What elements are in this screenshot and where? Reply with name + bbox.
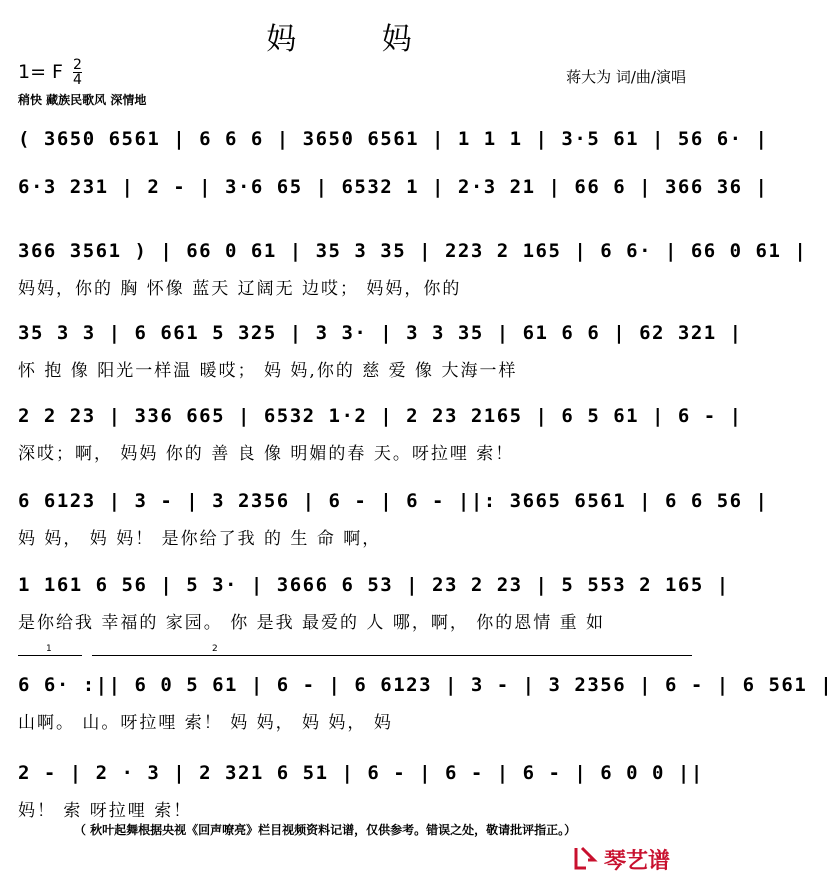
key-signature: [18, 58, 82, 87]
volta-second-number: 2: [212, 644, 218, 654]
lyric: 深哎；啊， 妈妈 你的 善 良 像 明媚的春 天。呀拉哩 索！: [18, 444, 515, 464]
site-logo[interactable]: [572, 842, 704, 874]
score-row-8: [18, 674, 833, 742]
volta-second: [92, 644, 692, 664]
notes: 35 3 3 | 6 661 5 325 | 3 3· | 3 3 35 | 61 6 6 | 62 321 |: [18, 322, 743, 344]
logo-text: 琴艺谱: [604, 849, 671, 874]
notes: ( 3650 6561 | 6 6 6 | 3650 6561 | 1 1 1 | 3·5 61 | 56 6· |: [18, 128, 769, 150]
notes: 6 6· :|| 6 0 5 61 | 6 - | 6 6123 | 3 - | 3 2356 | 6 - | 6 561 |: [18, 674, 833, 696]
score-row-2: [18, 176, 769, 244]
score-row-4: [18, 322, 743, 390]
score-row-3: [18, 240, 808, 308]
lyric: 是你给我 幸福的 家园。 你 是我 最爱的 人 哪，啊， 你的恩情 重 如: [18, 613, 606, 633]
lyric: 妈！ 索 呀拉哩 索！: [18, 801, 193, 821]
time-denominator: 4: [73, 72, 82, 88]
lyric: 山啊。 山。呀拉哩 索！ 妈 妈， 妈 妈， 妈: [18, 713, 393, 733]
page-title: 妈 妈: [266, 22, 450, 57]
notes: 2 2 23 | 336 665 | 6532 1·2 | 2 23 2165 | 6 5 61 | 6 - |: [18, 405, 743, 427]
lyric: 怀 抱 像 阳光一样温 暖哎； 妈 妈,你的 慈 爱 像 大海一样: [18, 361, 518, 381]
notes: 1 161 6 56 | 5 3· | 3666 6 53 | 23 2 23 | 5 553 2 165 |: [18, 574, 730, 596]
score-row-7: [18, 574, 730, 642]
volta-first: [18, 644, 82, 664]
lyric: 妈 妈， 妈 妈！ 是你给了我 的 生 命 啊，: [18, 529, 382, 549]
notes: 2 - | 2 · 3 | 2 321 6 51 | 6 - | 6 - | 6 - | 6 0 0 ||: [18, 762, 704, 784]
time-signature: [73, 58, 82, 87]
logo-mark-icon: [572, 844, 600, 872]
notes: 6·3 231 | 2 - | 3·6 65 | 6532 1 | 2·3 21 | 66 6 | 366 36 |: [18, 176, 769, 198]
notes: 6 6123 | 3 - | 3 2356 | 6 - | 6 - ||: 3665 6561 | 6 6 56 |: [18, 490, 769, 512]
score-row-5: [18, 405, 743, 473]
author-credit: 蒋大为 词/曲/演唱: [566, 68, 686, 86]
time-numerator: 2: [73, 57, 82, 73]
footer-note: （ 秋叶起舞根据央视《回声嘹亮》栏目视频资料记谱，仅供参考。错误之处，敬请批评指正。）: [74, 823, 577, 837]
score-row-6: [18, 490, 769, 558]
key-label: 1= F: [18, 61, 63, 83]
lyric: 妈妈，你的 胸 怀像 蓝天 辽阔无 边哎； 妈妈，你的: [18, 279, 462, 299]
tempo-style: 稍快 藏族民歌风 深情地: [18, 93, 147, 107]
score-row-9: [18, 762, 704, 830]
volta-first-number: 1: [46, 644, 52, 654]
notes: 366 3561 ) | 66 0 61 | 35 3 35 | 223 2 165 | 6 6· | 66 0 61 |: [18, 240, 808, 262]
